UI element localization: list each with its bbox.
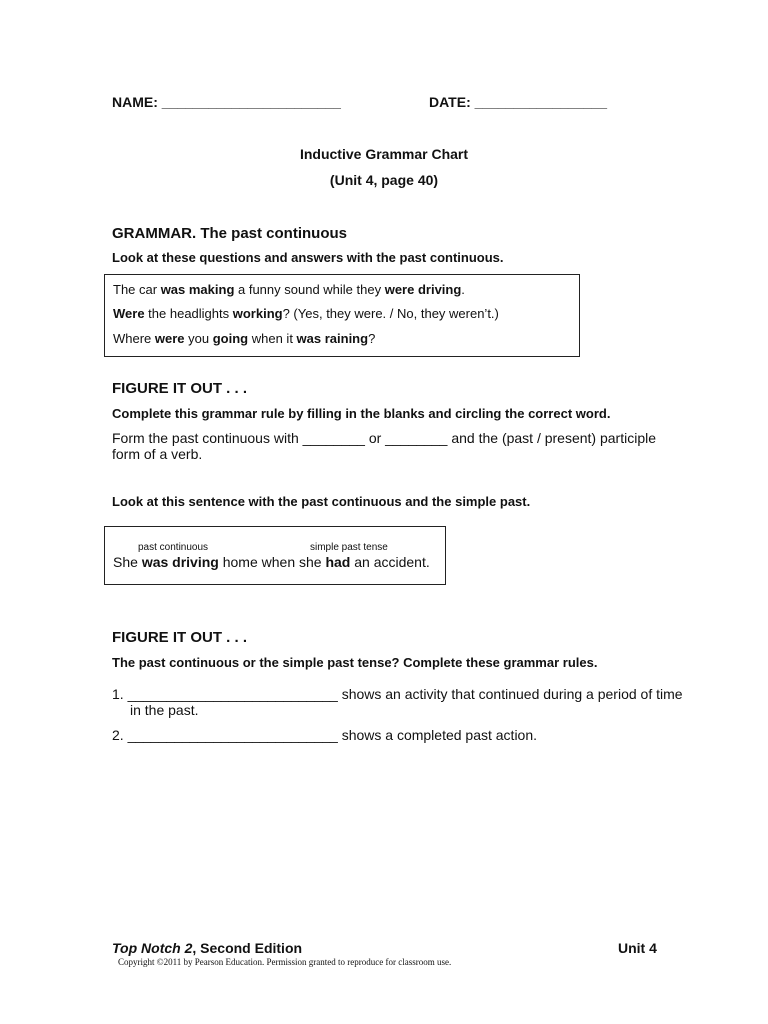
grammar-instruction: Look at these questions and answers with the past continuous.	[112, 250, 504, 265]
name-blank: _______________________	[161, 94, 341, 110]
date-label: DATE:	[429, 94, 475, 110]
page-title: Inductive Grammar Chart	[299, 146, 469, 162]
name-label: NAME:	[112, 94, 162, 110]
page-subtitle: (Unit 4, page 40)	[329, 172, 439, 188]
unit-label: Unit 4	[618, 940, 657, 956]
simple-past-label: simple past tense	[310, 542, 388, 553]
rule-text-line-2: form of a verb.	[112, 446, 203, 462]
rule-item-1-continued: in the past.	[130, 702, 199, 718]
example-line-3: Where were you going when it was raining?	[113, 331, 376, 346]
figure-it-out-heading-2: FIGURE IT OUT . . .	[112, 629, 247, 646]
rule-item-2: 2. ___________________________ shows a completed past action.	[112, 727, 538, 743]
rule-item-1: 1. ___________________________ shows an activity that continued during a period of time	[112, 686, 683, 702]
example-line-1: The car was making a funny sound while they were driving.	[113, 282, 465, 297]
example-line-2: Were the headlights working? (Yes, they were. / No, they weren’t.)	[113, 306, 499, 321]
date-blank: _________________	[474, 94, 607, 110]
date-field	[429, 94, 607, 110]
figure-it-out-heading-1: FIGURE IT OUT . . .	[112, 380, 247, 397]
name-field	[112, 94, 341, 110]
grammar-heading: GRAMMAR. The past continuous	[112, 225, 347, 242]
sentence-instruction: Look at this sentence with the past continuous and the simple past.	[112, 494, 531, 509]
example-sentence: She was driving home when she had an accident.	[113, 554, 430, 570]
past-continuous-label: past continuous	[138, 542, 209, 553]
figure-it-out-instruction-2: The past continuous or the simple past tense? Complete these grammar rules.	[112, 655, 598, 670]
rule-text-line-1: Form the past continuous with ________ or ________ and the (past / present) participle	[112, 430, 657, 446]
figure-it-out-instruction-1: Complete this grammar rule by filling in the blanks and circling the correct word.	[112, 406, 611, 421]
copyright-text: Copyright ©2011 by Pearson Education. Permission granted to reproduce for classroom use.	[118, 957, 452, 967]
book-title: Top Notch 2, Second Edition	[112, 940, 303, 956]
